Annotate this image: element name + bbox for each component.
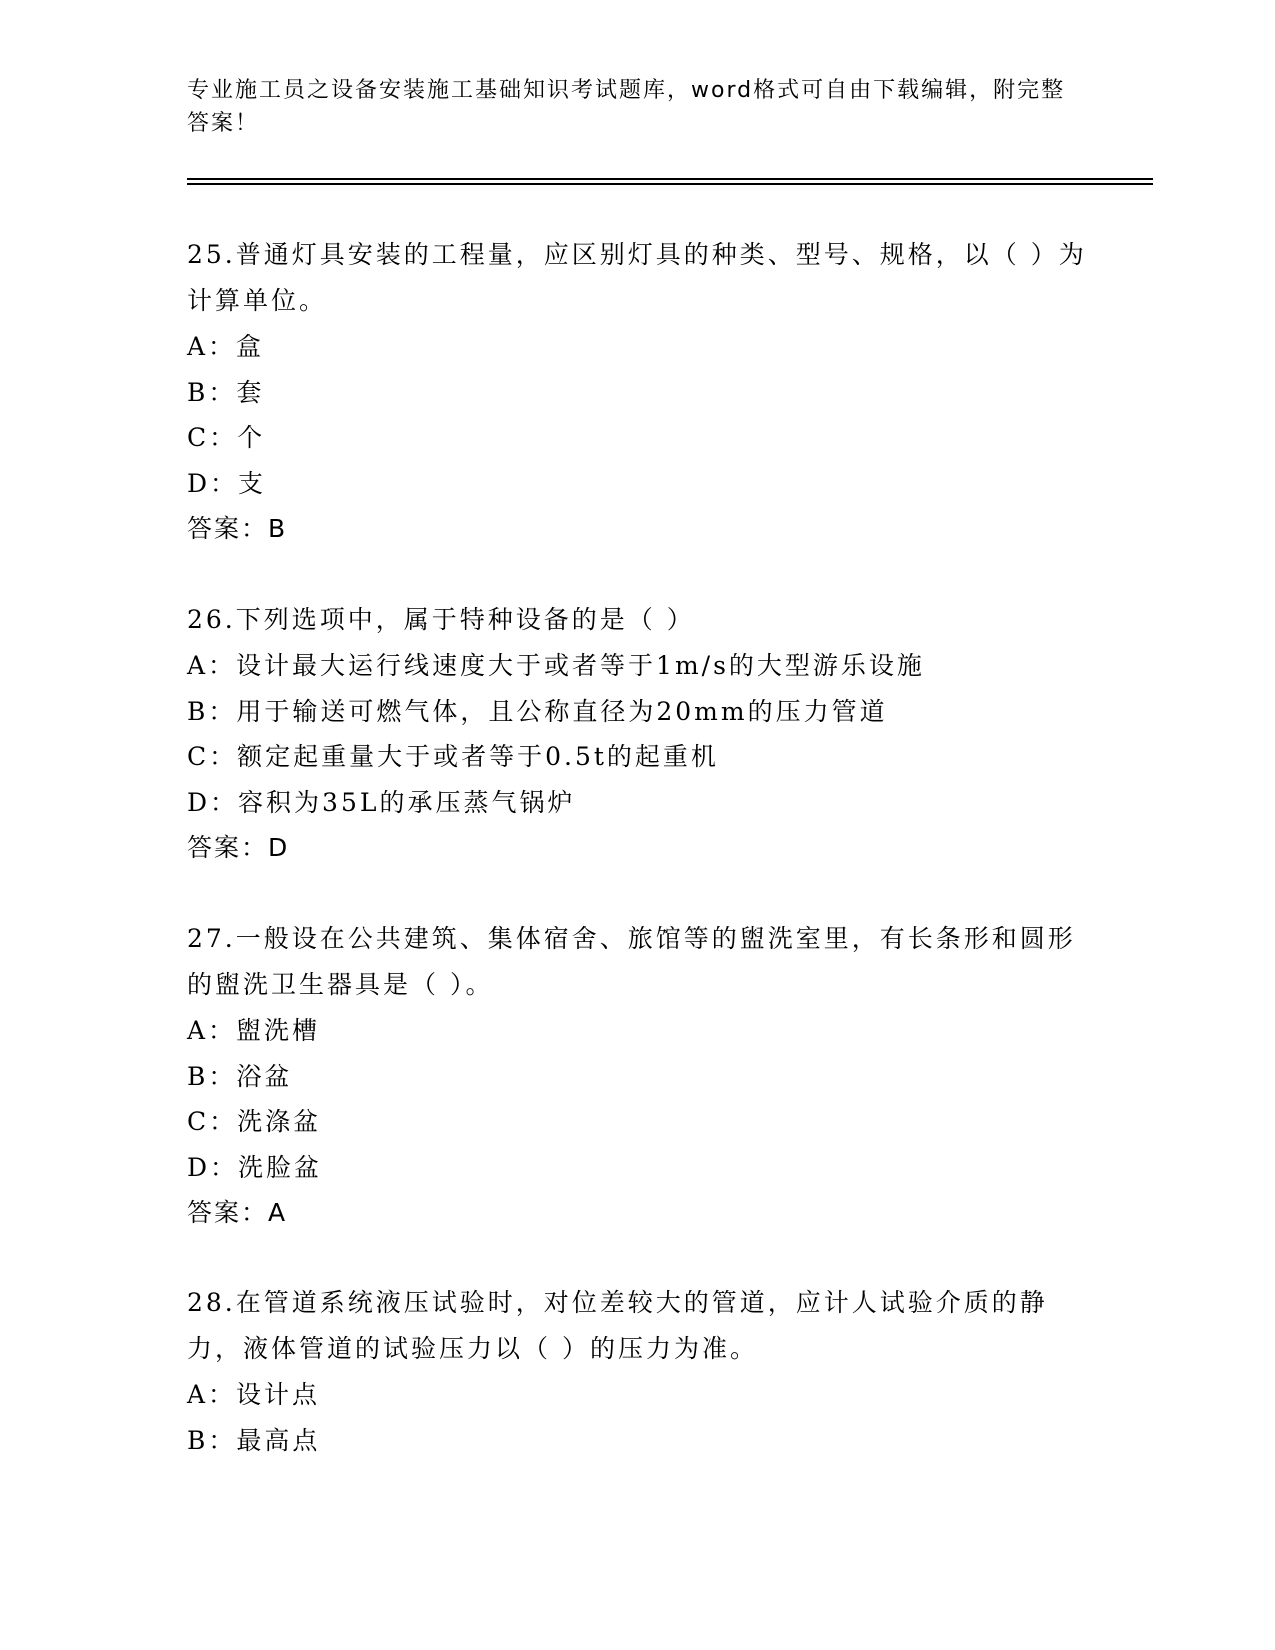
option-d: D：洗脸盆 [187,1152,323,1182]
question-28 [187,1280,1087,1463]
option-a: A：盥洗槽 [187,1016,321,1045]
option-c: C：洗涤盆 [187,1107,322,1136]
option-a: A：盒 [187,332,265,361]
question-text: 27.一般设在公共建筑、集体宿舍、旅馆等的盥洗室里，有长条形和圆形的盥洗卫生器具是（ ）。 [187,924,1076,999]
question-25 [187,232,1087,552]
option-b: B：用于输送可燃气体，且公称直径为20mm的压力管道 [187,696,888,726]
document-intro: 专业施工员之设备安装施工基础知识考试题库，word格式可自由下载编辑，附完整答案！ [187,78,1066,136]
option-d: D：支 [187,468,267,498]
question-27 [187,916,1087,1236]
option-c: C：额定起重量大于或者等于0.5t的起重机 [187,742,719,771]
question-text: 25.普通灯具安装的工程量，应区别灯具的种类、型号、规格，以（ ）为计算单位。 [187,240,1087,315]
answer-label: 答案：B [187,514,288,543]
header-divider-top [187,178,1153,180]
option-b: B：最高点 [187,1425,321,1455]
answer-label: 答案：D [187,833,290,862]
question-text: 28.在管道系统液压试验时，对位差较大的管道，应计人试验介质的静力，液体管道的试验压力以（ ）的压力为准。 [187,1288,1048,1363]
option-b: B：套 [187,377,265,407]
option-a: A：设计最大运行线速度大于或者等于1m/s的大型游乐设施 [187,651,925,680]
answer-label: 答案：A [187,1198,288,1227]
option-c: C：个 [187,423,266,452]
option-b: B：浴盆 [187,1061,293,1091]
question-26 [187,597,1087,871]
option-a: A：设计点 [187,1380,321,1409]
question-text: 26.下列选项中，属于特种设备的是（ ） [187,605,695,634]
option-d: D：容积为35L的承压蒸气锅炉 [187,787,576,817]
header-divider-bottom [187,183,1153,185]
